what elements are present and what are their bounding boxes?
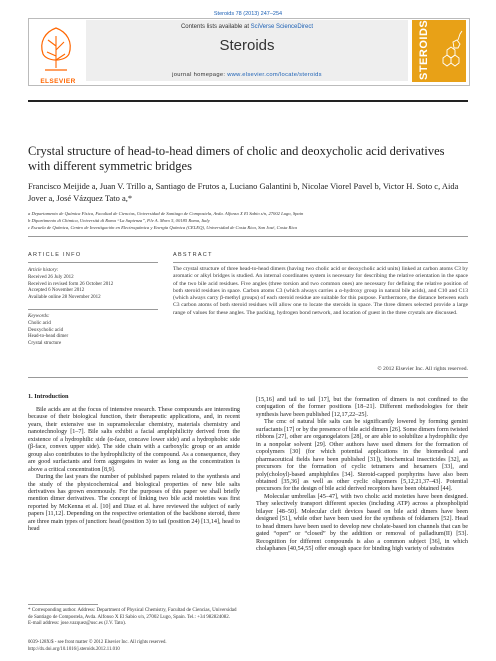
doi-link[interactable]: http://dx.doi.org/10.1016/j.steroids.2012.11.010 — [28, 646, 120, 652]
journal-title: Steroids — [219, 37, 275, 54]
publisher-logo-text: ELSEVIER — [40, 78, 76, 85]
contents-prefix: Contents lists available at — [180, 24, 251, 30]
body-right-column — [256, 397, 468, 554]
body-paragraph: During the last years the number of published papers related to the synthesis and the study of the physicochemical and biological properties of new bile salts derivatives has grown enormously. For the purposes of this paper we shall briefly mention dimer derivatives. The concept of linking two bile acid moieties was first reported by McKenna et al. [10] and Diaz et al. have reviewed the subject of early papers [11,12]. Depending on the respective orientation of the backbone steroid, there are three main types of junction: head (position 3) to tail (position 24) [13,14], head to head — [28, 474, 240, 533]
abstract-text: The crystal structure of three head-to-head dimers (having two cholic acid or deoxycholic acid units) linked at carbon atoms C3 by aromatic or alkyl bridges is studied. An internal coordinates system is necessary for describing the relative orientation in the space of the two bile acid residues. Five angles (three torsion and two common ones) are necessary for defining the relative position of both steroid residues in space. Carbon atoms C3 (which always carries a α-hydroxy group in natural bile acids), and C10 and C13 (which always carry β-methyl groups) of each steroid residue are suitable for this purpose. Furthermore, the distance between each C3 carbon atoms of both steroid residues will allow one to locate the steroids in space. The three dimers selected provide a large range of values for these angles. The packing, hydrogen bond network, and location of guest in the three crystals are discussed. — [173, 266, 468, 316]
abstract-bottom-rule — [28, 377, 468, 378]
sciencedirect-link[interactable]: SciVerse ScienceDirect — [250, 24, 314, 30]
article-info — [28, 268, 148, 348]
article-info-rule — [28, 262, 158, 263]
cover-molecule-icon — [438, 28, 464, 68]
author-list: Francisco Meijide a, Juan V. Trillo a, Santiago de Frutos a, Luciano Galantini b, Nicolae Viorel Pavel b, Victor H. Soto c, Aida Jover a, José Vázquez Tato a,* — [28, 181, 459, 203]
keyword: Crystal structure — [28, 341, 62, 347]
history-entry: Available online 28 November 2012 — [28, 295, 101, 301]
header-rule — [28, 100, 468, 102]
elsevier-tree-logo — [33, 22, 79, 77]
affiliation-rule — [28, 236, 468, 237]
journal-reference[interactable]: Steroids 78 (2013) 247–254 — [213, 11, 283, 17]
affiliations — [28, 210, 468, 232]
keywords-rule — [28, 302, 158, 310]
affiliation: c Escuela de Química, Centro de Investigación en Electroquímica y Energía Química (CELEQ), Universidad de Costa Rica, San José, Costa Rica — [28, 225, 297, 231]
article-info-heading: ARTICLE INFO — [28, 252, 82, 258]
body-paragraph: Molecular umbrellas [45–47], with two cholic acid moieties have been designed. They selectively transport different species (including ATP) across a phospholipid bilayer [48–50]. Molecular cleft devices based on bile acid dimers have been designed [51], while other have been used for the synthesis of foldamers [52]. Head to head dimers have been used to develop new cholate-based ion channels that can be gated “open” or “closed” by the addition or removal of palladium(II) [53]. Recognition for different compounds is also a common subject [36], in which cholaphanes [40,54,55] offer enough space for binding high variety of substrates — [256, 493, 468, 553]
issn-line: 0039-128X/$ - see front matter © 2012 Elsevier Inc. All rights reserved. — [28, 640, 167, 645]
body-paragraph: [15,16] and tail to tail [17], but the formation of dimers is not confined to the conjugation of the former positions [18–21]. Different methodologies for their synthesis have been published [12,17,22–25]. — [256, 397, 468, 418]
section-heading-introduction: 1. Introduction — [28, 393, 69, 400]
history-entry: Accepted 6 November 2012 — [28, 288, 85, 294]
body-paragraph: Bile acids are at the focus of intensive research. These compounds are interesting because of their biological function, their therapeutic applications, and, in recent years, their extensive use in supramolecular chemistry, materials chemistry and nanotechnology [1–7]. Bile salts exhibit a facial amphiphilicity derived from the existence of a hydrophilic side (α-face, concave lower side) and a hydrophobic side (β-face, convex upper side). The side chain with a carboxylic group or an amide group also contributes to the hydrophilicity of the compound. As a consequence, they are good surfactants and form aggregates in water as long as the concentration is above a critical concentration [8,9]. — [28, 407, 240, 473]
history-label: Article history: — [28, 268, 59, 273]
homepage-link[interactable]: www.elsevier.com/locate/steroids — [227, 72, 322, 78]
keywords-label: Keywords: — [28, 313, 50, 319]
abstract-rule — [173, 262, 468, 263]
journal-homepage-line — [86, 72, 408, 78]
footnote-rule — [28, 604, 98, 605]
contents-line — [86, 24, 408, 30]
history-entry: Received in revised form 26 October 2012 — [28, 281, 114, 287]
homepage-prefix: journal homepage: — [172, 72, 228, 78]
abstract-heading: ABSTRACT — [173, 252, 213, 258]
affiliation: a Departamento de Química Física, Facultad de Ciencias, Universidad de Santiago de Compostela, Avda. Alfonso X El Sabio s/n, 27002 Lugo, Spain — [28, 211, 304, 216]
cover-word: STEROIDS — [418, 19, 430, 80]
keyword: Deoxycholic acid — [28, 327, 64, 333]
footnote-line: * Corresponding author. Address: Department of Physical Chemistry, Facultad de Ciencias, Universidad de Santiago de Compostela, Avda. Alfonso X El Sabio s/n, 27002 Lugo, Spain. Tel.: +34 982824082. — [28, 608, 237, 620]
body-paragraph: The cmc of natural bile salts can be significantly lowered by forming gemini surfactants [17] or by the presence of bile acid dimers [26]. Some dimers form twisted ribbons [27], other are organogelators [28], or are able to solubilize a hydrophilic dye in a nonpolar solvent [29]. Other authors have used dimers for the formation of copolymers [30] (for which potential applications in the biomedical and pharmaceutical fields have been published [31]), biochemical insecticides [32], as precursors for the formation of cyclic tetramers and hexamers [33], and poly(choloyl)-based amphiphiles [34]. Steroid-capped porphyrins have also been obtained [35,36] as well as other cyclic oligomers [5,12,21,37–43]. Potential precursors for the design of bile acid derived receptors have been obtained [44]. — [256, 419, 468, 493]
corresponding-author-footnote — [28, 608, 240, 628]
paper-title: Crystal structure of head-to-head dimers of cholic and deoxycholic acid derivatives with different symmetric bridges — [28, 144, 445, 173]
keyword: Cholic acid — [28, 320, 51, 326]
abstract-copyright: © 2012 Elsevier Inc. All rights reserved. — [377, 366, 468, 372]
history-entry: Received 26 July 2012 — [28, 274, 74, 280]
footnote-email[interactable]: E-mail address: jose.vazquez@usc.es (J.V. Tato). — [28, 621, 127, 627]
keyword: Head-to-head dimer — [28, 334, 69, 340]
issn-doi-note — [28, 640, 328, 653]
affiliation: b Dipartimento di Chimica, Università di Roma “La Sapienza”, P.le A. Moro 5, 00185 Roma, Italy — [28, 218, 210, 224]
body-left-column — [28, 407, 240, 534]
